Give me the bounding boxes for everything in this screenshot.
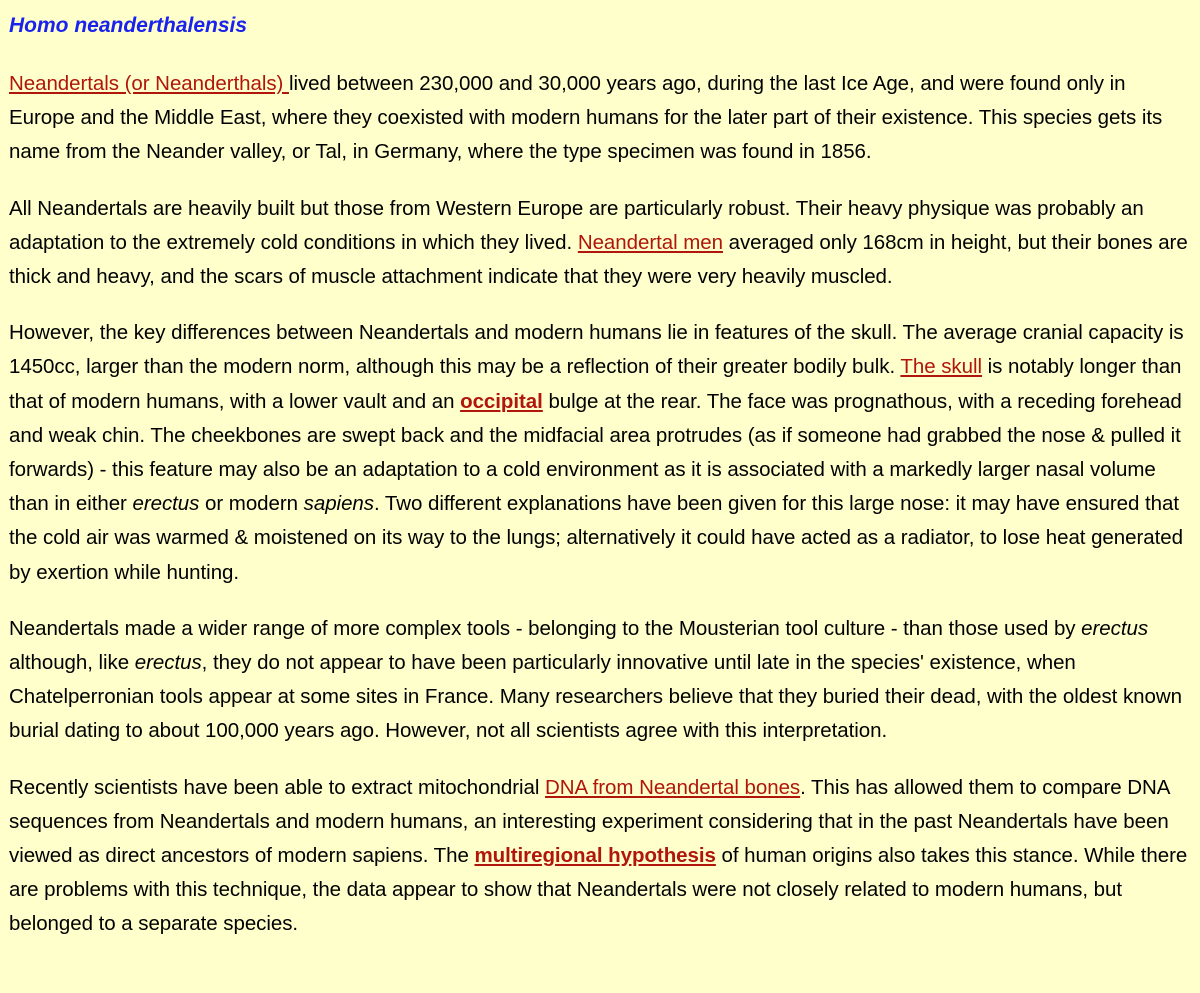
- the-skull-link[interactable]: The skull: [900, 355, 982, 379]
- paragraph-text: of human origins also takes this stance. While there are problems with this technique, the data appear to show that Neandertals were not closely related to modern humans, but belonged to a separate species.: [9, 844, 1188, 936]
- italic-term: erectus: [132, 492, 200, 516]
- paragraph-text: or modern: [199, 492, 304, 516]
- paragraph-text: However, the key differences between Neandertals and modern humans lie in features of the skull. The average cranial capacity is 1450cc, larger than the modern norm, although this may be a reflection of their greater bodily bulk.: [9, 321, 1184, 379]
- paragraph-text: . Two different explanations have been given for this large nose: it may have ensured that the cold air was warmed & moistened on its way to the lungs; alternatively it could have acted as a radiator, to lose heat generated by exertion while hunting.: [9, 492, 1183, 584]
- paragraph-skull: [9, 316, 1191, 590]
- paragraph-text: lived between 230,000 and 30,000 years ago, during the last Ice Age, and were found only in Europe and the Middle East, where they coexisted with modern humans for the later part of their existence. This species gets its name from the Neander valley, or Tal, in Germany, where the type specimen was found in 1856.: [9, 72, 1163, 164]
- dna-link[interactable]: DNA from Neandertal bones: [544, 775, 801, 799]
- italic-term: erectus: [134, 651, 202, 675]
- italic-term: erectus: [1081, 616, 1149, 640]
- paragraph-text: averaged only 168cm in height, but their bones are thick and heavy, and the scars of muscle attachment indicate that they were very heavily muscled.: [9, 230, 1188, 289]
- paragraph-text: is notably longer than that of modern humans, with a lower vault and an: [9, 355, 1182, 413]
- paragraph-text: although, like: [9, 651, 135, 675]
- paragraph-text: . This has allowed them to compare DNA sequences from Neandertals and modern humans, an interesting experiment considering that in the past Neandertals have been viewed as direct ancestors of modern sapiens. The: [9, 775, 1170, 868]
- paragraph-dna: [9, 771, 1191, 942]
- paragraph-text: Neandertals made a wider range of more complex tools - belonging to the Mousterian tool culture - than those used by: [9, 616, 1082, 640]
- paragraph-text: bulge at the rear. The face was prognathous, with a receding forehead and weak chin. The cheekbones are swept back and the midfacial area protrudes (as if someone had grabbed the nose & pulled it forwards) - this feature may also be an adaptation to a cold environment as it is associated with a markedly larger nasal volume than in either: [9, 389, 1182, 516]
- paragraph-text: All Neandertals are heavily built but those from Western Europe are particularly robust. Their heavy physique was probably an adaptation to the extremely cold conditions in which they lived.: [9, 196, 1144, 254]
- occipital-link[interactable]: occipital: [460, 389, 543, 413]
- neandertal-men-link[interactable]: Neandertal men: [577, 230, 723, 254]
- paragraph-intro: [9, 67, 1191, 170]
- italic-term: sapiens: [303, 492, 374, 516]
- paragraph-text: Recently scientists have been able to extract mitochondrial: [9, 775, 545, 799]
- paragraph-text: , they do not appear to have been particularly innovative until late in the species' existence, when Chatelperronian tools appear at some sites in France. Many researchers believe that they buried their dead, with the oldest known burial dating to about 100,000 years ago. However, not all scientists agree with this interpretation.: [9, 651, 1182, 743]
- multiregional-hypothesis-link[interactable]: multiregional hypothesis: [474, 844, 716, 868]
- paragraph-physique: [9, 192, 1191, 295]
- paragraph-tools: [9, 612, 1191, 749]
- neandertals-link[interactable]: Neandertals (or Neanderthals): [9, 72, 289, 95]
- page-title: Homo neanderthalensis: [9, 14, 248, 37]
